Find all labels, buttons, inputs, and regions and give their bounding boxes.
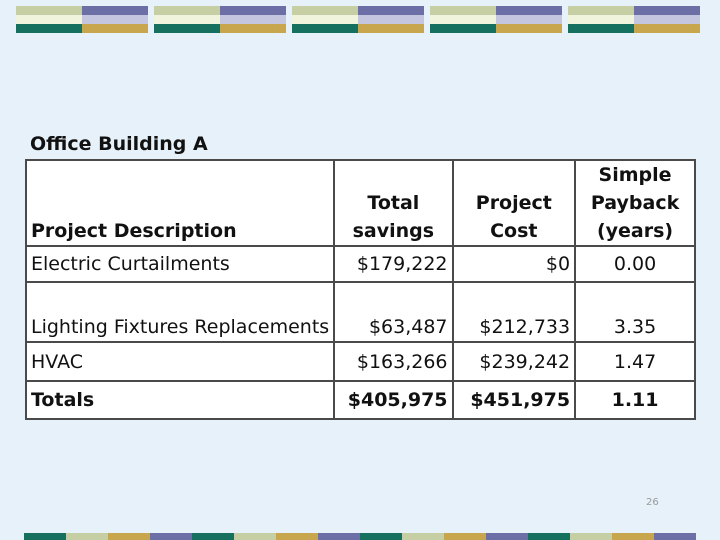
table-row-totals	[26, 381, 695, 419]
cell-savings: $163,266	[334, 342, 452, 381]
page-number: 26	[646, 497, 659, 508]
bottom-decorative-strip	[24, 533, 696, 540]
top-decorative-banner	[16, 6, 700, 33]
cell-description: HVAC	[26, 342, 334, 381]
cell-description: Electric Curtailments	[26, 246, 334, 282]
cell-savings: $63,487	[334, 282, 452, 342]
cell-savings: $179,222	[334, 246, 452, 282]
cell-cost: $451,975	[453, 381, 576, 419]
header-project-cost: Project Cost	[453, 160, 576, 246]
table-row	[26, 282, 695, 342]
table-row	[26, 246, 695, 282]
cell-cost: $212,733	[453, 282, 576, 342]
cell-payback: 0.00	[575, 246, 695, 282]
cell-payback: 1.47	[575, 342, 695, 381]
cell-cost: $0	[453, 246, 576, 282]
header-project-description: Project Description	[26, 160, 334, 246]
cell-savings: $405,975	[334, 381, 452, 419]
banner-tile	[568, 6, 700, 33]
cell-cost: $239,242	[453, 342, 576, 381]
header-total-savings: Total savings	[334, 160, 452, 246]
table-header-row	[26, 160, 695, 246]
banner-tile	[430, 6, 562, 33]
banner-tile	[292, 6, 424, 33]
cell-description: Totals	[26, 381, 334, 419]
project-table	[25, 159, 696, 420]
header-simple-payback: Simple Payback (years)	[575, 160, 695, 246]
cell-payback: 3.35	[575, 282, 695, 342]
cell-payback: 1.11	[575, 381, 695, 419]
banner-tile	[154, 6, 286, 33]
table-row	[26, 342, 695, 381]
cell-description: Lighting Fixtures Replacements	[26, 282, 334, 342]
slide-title: Office Building A	[30, 133, 208, 155]
banner-tile	[16, 6, 148, 33]
